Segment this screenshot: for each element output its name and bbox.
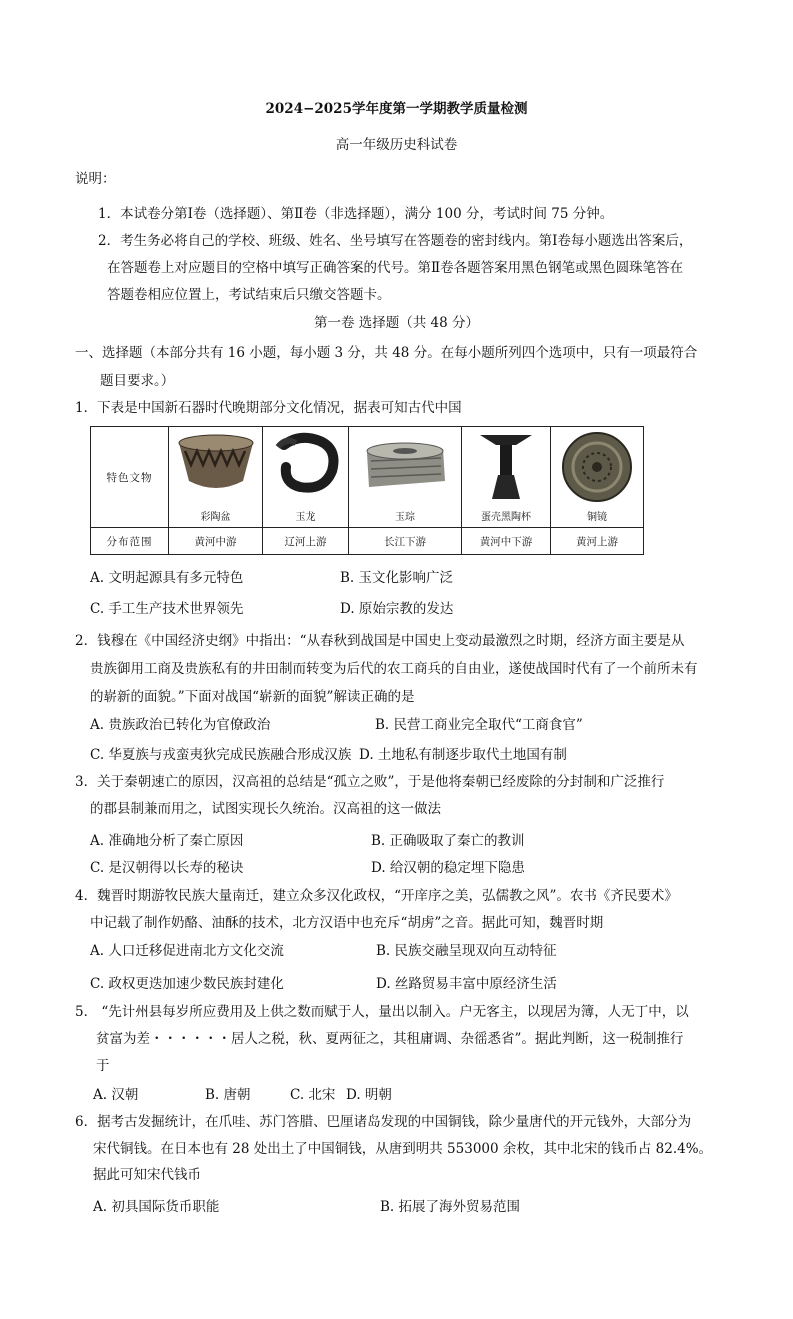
artifact-name: 蛋壳黑陶杯 [481, 512, 531, 523]
artifact-name: 彩陶盆 [200, 512, 231, 523]
q4-option-b: B. 民族交融呈现双向互动特征 [376, 943, 557, 959]
q4-option-c: C. 政权更迭加速少数民族封建化 [90, 976, 284, 992]
question-2-line1: 2．钱穆在《中国经济史纲》中指出：“从春秋到战国是中国史上变动最激烈之时期，经济方面主要是从 [75, 633, 685, 649]
exam-title: 2024−2025学年度第一学期教学质量检测 [265, 101, 528, 117]
artifact-region: 辽河上游 [263, 528, 349, 555]
artifact-region: 黄河中游 [169, 528, 263, 555]
row-header-artifacts: 特色文物 [91, 427, 169, 528]
section-intro: 一、选择题（本部分共有 16 小题，每小题 3 分，共 48 分。在每小题所列四个选项中，只有一项最符合 [75, 345, 698, 361]
question-4-line2: 中记载了制作奶酪、油酥的技术，北方汉语中也充斥“胡虏”之音。据此可知，魏晋时期 [90, 915, 604, 931]
q4-option-d: D. 丝路贸易丰富中原经济生活 [376, 976, 557, 992]
q3-option-a: A. 准确地分析了秦亡原因 [90, 833, 244, 849]
artifact-name: 玉龙 [295, 512, 316, 523]
instruction-item-1: 1．本试卷分第Ⅰ卷（选择题）、第Ⅱ卷（非选择题），满分 100 分，考试时间 75 分钟。 [98, 206, 614, 222]
q3-option-d: D. 给汉朝的稳定埋下隐患 [371, 860, 525, 876]
row-header-region: 分布范围 [91, 528, 169, 555]
q2-option-d: D. 土地私有制逐步取代土地国有制 [359, 747, 567, 763]
artifact-cell [551, 427, 644, 528]
q2-option-b: B. 民营工商业完全取代“工商食官” [375, 717, 583, 733]
painted-pottery-basin-icon [173, 431, 259, 497]
question-6-line1: 6．据考古发掘统计，在爪哇、苏门答腊、巴厘诸岛发现的中国铜钱，除少量唐代的开元钱外，大部分为 [75, 1114, 692, 1130]
q6-option-a: A. 初具国际货币职能 [93, 1199, 220, 1215]
instruction-item-2-cont2: 答题卷相应位置上，考试结束后只缴交答题卡。 [107, 287, 391, 303]
question-5-line1: 5． “先计州县每岁所应费用及上供之数而赋于人，量出以制入。户无客主，以现居为簿，人无丁中，以 [75, 1004, 689, 1020]
bronze-mirror-icon [561, 431, 633, 503]
instruction-item-2: 2．考生务必将自己的学校、班级、姓名、坐号填写在答题卷的密封线内。第Ⅰ卷每小题选出答案后， [98, 233, 693, 249]
question-5-line2: 贫富为差・・・・・・居人之税，秋、夏两征之，其租庸调、杂徭悉省”。据此判断，这一税制推行 [96, 1031, 684, 1047]
exam-subtitle: 高一年级历史科试卷 [335, 137, 458, 153]
artifact-region: 黄河上游 [551, 528, 644, 555]
instruction-item-2-cont: 在答题卷上对应题目的空格中填写正确答案的代号。第Ⅱ卷各题答案用黑色钢笔或黑色圆珠笔答在 [107, 260, 684, 276]
section-intro-cont: 题目要求。） [100, 373, 175, 389]
section-title: 第一卷 选择题（共 48 分） [313, 315, 480, 331]
q3-option-b: B. 正确吸取了秦亡的教训 [371, 833, 525, 849]
q1-option-b: B. 玉文化影响广泛 [340, 570, 454, 586]
question-5-line3: 于 [96, 1058, 110, 1074]
artifact-name: 玉琮 [395, 512, 415, 523]
question-2-line3: 的崭新的面貌。”下面对战国“崭新的面貌”解读正确的是 [90, 689, 415, 705]
q1-option-a: A. 文明起源具有多元特色 [90, 570, 244, 586]
question-6-line2: 宋代铜钱。在日本也有 28 处出土了中国铜钱，从唐到明共 553000 余枚，其中北宋的钱币占 82.4%。 [93, 1141, 713, 1157]
q4-option-a: A. 人口迁移促进南北方文化交流 [90, 943, 284, 959]
eggshell-black-pottery-cup-icon [476, 431, 536, 503]
q2-option-a: A. 贵族政治已转化为官僚政治 [90, 717, 271, 733]
q6-option-b: B. 拓展了海外贸易范围 [380, 1199, 521, 1215]
artifact-cell [349, 427, 462, 528]
q5-option-c: C. 北宋 [290, 1087, 336, 1103]
q5-option-d: D. 明朝 [346, 1087, 392, 1103]
artifact-region: 长江下游 [349, 528, 462, 555]
artifact-name: 铜镜 [587, 512, 607, 523]
question-4-line1: 4．魏晋时期游牧民族大量南迁，建立众多汉化政权，“开庠序之美，弘儒教之风”。农书《齐民要术》 [75, 888, 678, 904]
question-2-line2: 贵族御用工商及贵族私有的井田制而转变为后代的农工商兵的自由业，遂使战国时代有了一个前所未有 [90, 661, 698, 677]
artifact-table [90, 426, 644, 555]
q5-option-b: B. 唐朝 [205, 1087, 251, 1103]
question-3-line1: 3．关于秦朝速亡的原因，汉高祖的总结是“孤立之败”，于是他将秦朝已经废除的分封制和广泛推行 [75, 774, 665, 790]
q1-option-c: C. 手工生产技术世界领先 [90, 601, 244, 617]
artifact-cell [263, 427, 349, 528]
jade-cong-icon [357, 431, 453, 497]
artifact-cell [462, 427, 551, 528]
question-6-line3: 据此可知宋代钱币 [93, 1167, 201, 1183]
instructions-label: 说明： [75, 171, 116, 187]
artifact-region: 黄河中下游 [462, 528, 551, 555]
q5-option-a: A. 汉朝 [93, 1087, 139, 1103]
artifact-cell [169, 427, 263, 528]
q2-option-c: C. 华夏族与戎蛮夷狄完成民族融合形成汉族 [90, 747, 352, 763]
question-1-stem: 1．下表是中国新石器时代晚期部分文化情况，据表可知古代中国 [75, 400, 462, 416]
q1-option-d: D. 原始宗教的发达 [340, 601, 454, 617]
question-3-line2: 的郡县制兼而用之，试图实现长久统治。汉高祖的这一做法 [90, 801, 441, 817]
jade-dragon-icon [270, 431, 342, 497]
q3-option-c: C. 是汉朝得以长寿的秘诀 [90, 860, 244, 876]
